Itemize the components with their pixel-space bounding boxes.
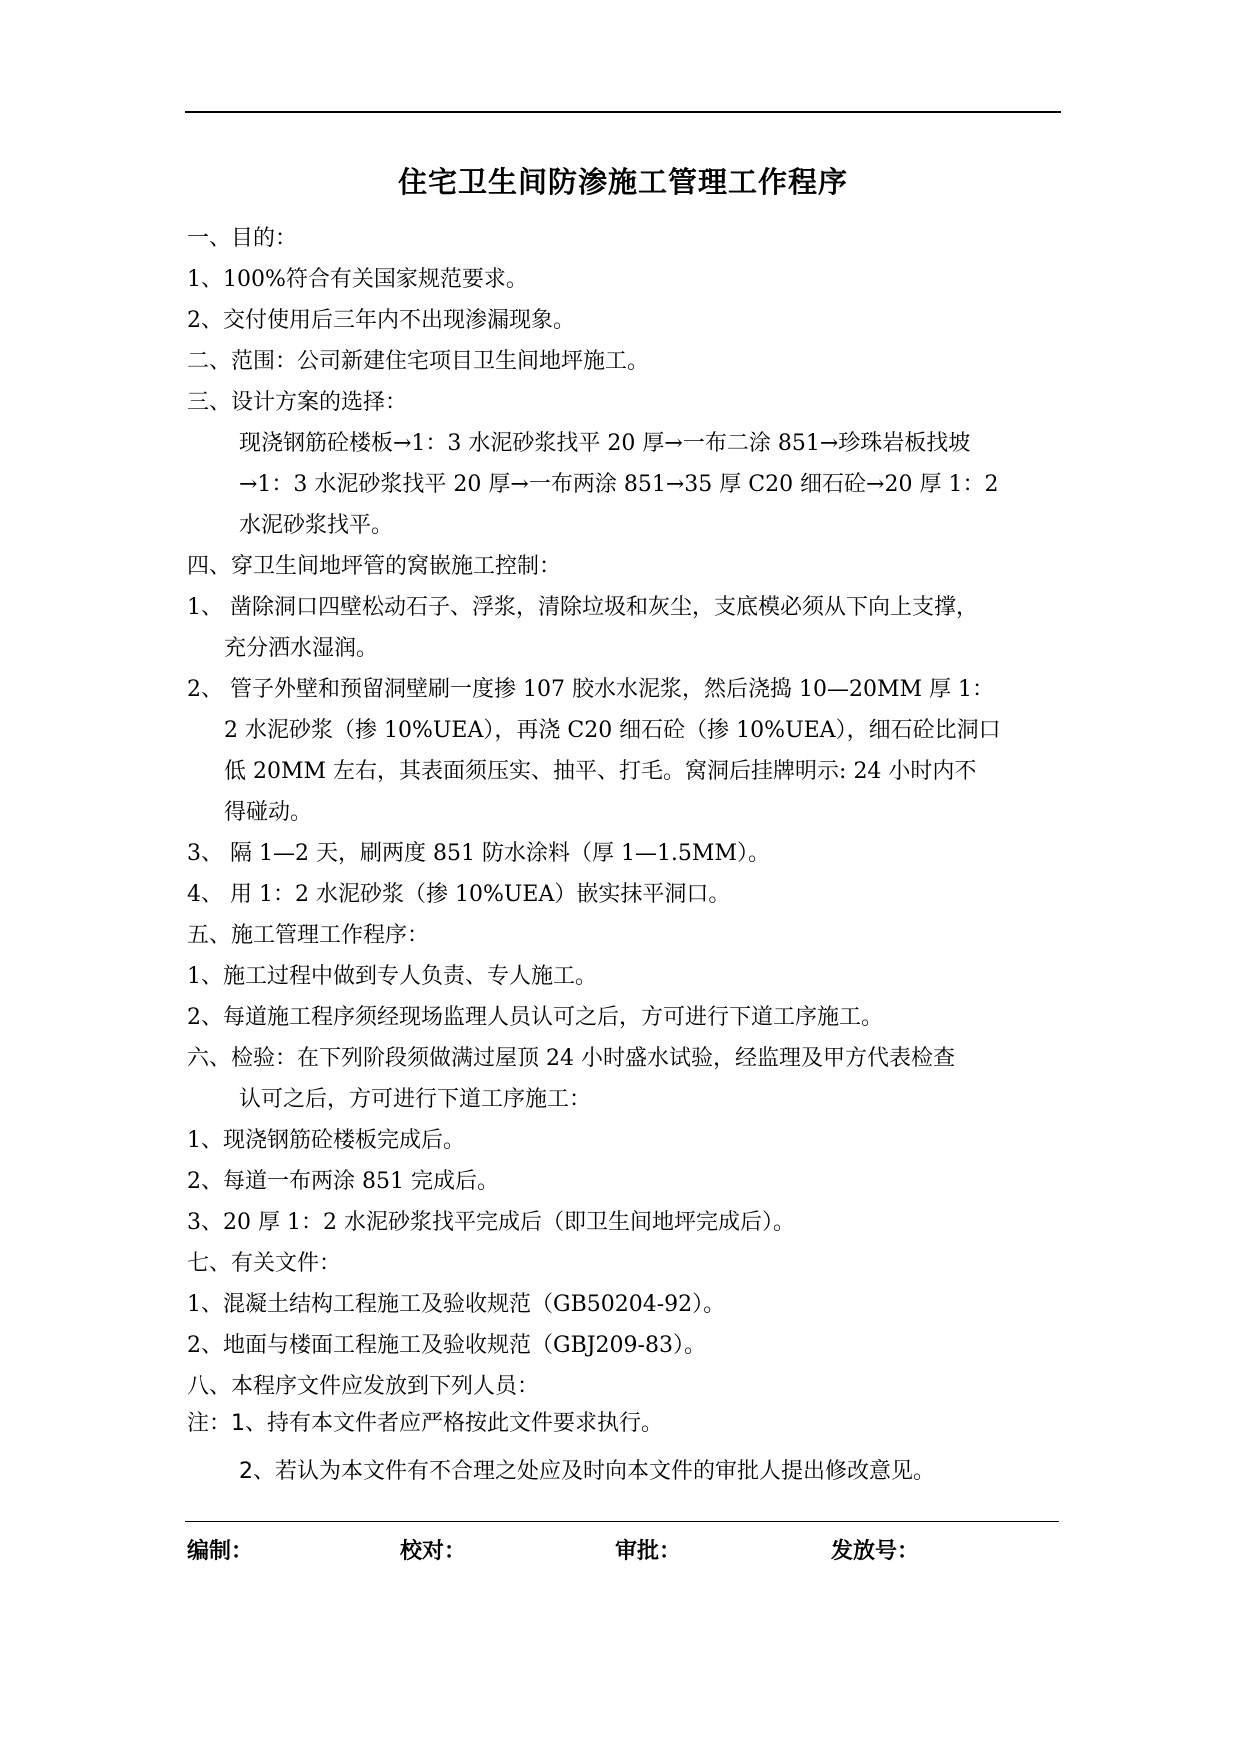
list-item: 1、100%符合有关国家规范要求。 bbox=[187, 267, 528, 292]
paragraph-line: 得碰动。 bbox=[224, 800, 313, 825]
paragraph-line: 充分洒水湿润。 bbox=[224, 636, 379, 661]
paragraph-line: 认可之后，方可进行下道工序施工： bbox=[239, 1087, 592, 1112]
signature-row bbox=[187, 1530, 1057, 1574]
list-item: 1、混凝土结构工程施工及验收规范（GB50204-92）。 bbox=[187, 1292, 726, 1317]
list-item: 3、 隔 1—2 天，刷两度 851 防水涂料（厚 1—1.5MM）。 bbox=[187, 841, 770, 866]
list-item: 1、施工过程中做到专人负责、专人施工。 bbox=[187, 964, 597, 989]
list-item: 1、 凿除洞口四壁松动石子、浮浆，清除垃圾和灰尘，支底模必须从下向上支撑， bbox=[187, 595, 978, 620]
list-item: 3、20 厚 1：2 水泥砂浆找平完成后（即卫生间地坪完成后）。 bbox=[187, 1210, 795, 1235]
page-title: 住宅卫生间防渗施工管理工作程序 bbox=[397, 165, 848, 199]
note-line: 注：1、持有本文件者应严格按此文件要求执行。 bbox=[187, 1411, 663, 1436]
section-heading: 三、设计方案的选择： bbox=[187, 390, 408, 415]
section-heading: 六、检验：在下列阶段须做满过屋顶 24 小时盛水试验，经监理及甲方代表检查 bbox=[187, 1046, 955, 1071]
list-item: 2、 管子外壁和预留洞壁刷一度掺 107 胶水水泥浆，然后浇捣 10—20MM 厚 1： bbox=[187, 677, 994, 702]
list-item: 2、每道施工程序须经现场监理人员认可之后，方可进行下道工序施工。 bbox=[187, 1005, 883, 1030]
header-rule bbox=[185, 111, 1061, 113]
section-heading: 一、目的： bbox=[187, 226, 298, 251]
section-heading: 二、范围：公司新建住宅项目卫生间地坪施工。 bbox=[187, 349, 650, 374]
note-line: 2、若认为本文件有不合理之处应及时向本文件的审批人提出修改意见。 bbox=[239, 1459, 935, 1484]
list-item: 2、地面与楼面工程施工及验收规范（GBJ209-83）。 bbox=[187, 1333, 706, 1358]
notes bbox=[187, 1400, 1057, 1496]
approve-label: 审批： bbox=[615, 1539, 682, 1564]
section-heading: 七、有关文件： bbox=[187, 1251, 342, 1276]
list-item: 2、每道一布两涂 851 完成后。 bbox=[187, 1169, 499, 1194]
list-item: 4、 用 1：2 水泥砂浆（掺 10%UEA）嵌实抹平洞口。 bbox=[187, 882, 731, 907]
paragraph-line: 水泥砂浆找平。 bbox=[239, 513, 394, 538]
section-heading: 五、施工管理工作程序： bbox=[187, 923, 430, 948]
paragraph-line: 现浇钢筋砼楼板→1：3 水泥砂浆找平 20 厚→一布二涂 851→珍珠岩板找坡 bbox=[239, 431, 971, 456]
section-heading: 四、穿卫生间地坪管的窝嵌施工控制： bbox=[187, 554, 562, 579]
check-label: 校对： bbox=[400, 1539, 467, 1564]
compile-label: 编制： bbox=[187, 1539, 254, 1564]
footer-rule bbox=[185, 1521, 1059, 1522]
paragraph-line: 低 20MM 左右，其表面须压实、抽平、打毛。窝洞后挂牌明示: 24 小时内不 bbox=[224, 759, 977, 784]
list-item: 1、现浇钢筋砼楼板完成后。 bbox=[187, 1128, 465, 1153]
issue-number-label: 发放号： bbox=[831, 1539, 920, 1564]
list-item: 2、交付使用后三年内不出现渗漏现象。 bbox=[187, 308, 575, 333]
paragraph-line: →1：3 水泥砂浆找平 20 厚→一布两涂 851→35 厚 C20 细石砼→20 厚 1：2 bbox=[239, 472, 999, 497]
paragraph-line: 2 水泥砂浆（掺 10%UEA），再浇 C20 细石砼（掺 10%UEA），细石砼比洞口 bbox=[224, 718, 1001, 743]
document-body bbox=[187, 218, 1057, 1407]
section-heading: 八、本程序文件应发放到下列人员： bbox=[187, 1374, 540, 1399]
